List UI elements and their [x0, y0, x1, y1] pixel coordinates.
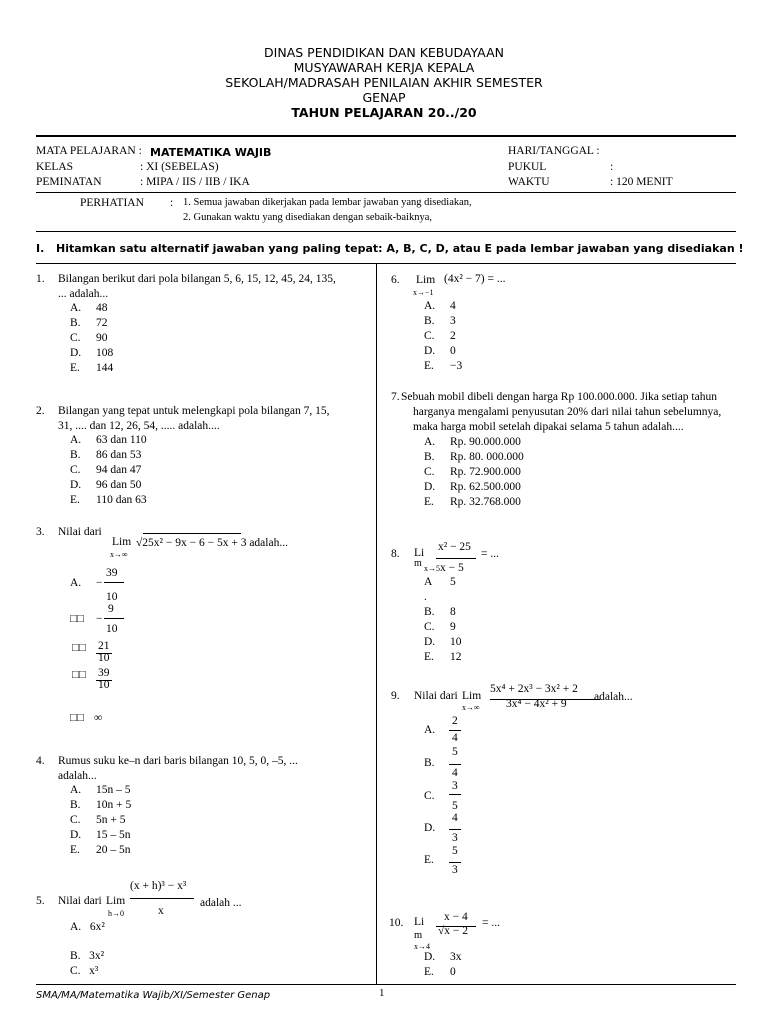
- question-5-fraction-denominator: x: [158, 905, 164, 917]
- attention-colon: :: [170, 197, 174, 209]
- header-line-2: MUSYAWARAH KERJA KEPALA: [293, 60, 475, 75]
- divider-bottom: [36, 984, 736, 985]
- question-text-line-2: adalah...: [58, 770, 97, 782]
- section-instruction: Hitamkan satu alternatif jawaban yang paling tepat: A, B, C, D, atau E pada lembar jawaban yang disediakan !: [56, 242, 744, 255]
- question-number: 7.: [391, 391, 400, 403]
- question-9-option-c-label[interactable]: C.: [424, 790, 435, 802]
- question-9-option-d-num: 4: [452, 812, 458, 824]
- question-3-option-d-num: 39: [98, 667, 110, 679]
- question-9-number: 9.: [391, 690, 400, 702]
- question-10-lim-part-1: Li: [414, 916, 425, 928]
- question-9-option-e-num: 5: [452, 845, 458, 857]
- question-8-lim-part-2: m: [414, 558, 422, 569]
- question-5-prefix: Nilai dari: [58, 895, 102, 907]
- attention-item-1: 1. Semua jawaban dikerjakan pada lembar jawaban yang disediakan,: [183, 197, 472, 208]
- question-5-option-b[interactable]: B. 3x²: [70, 950, 105, 962]
- question-8-suffix: = ...: [481, 548, 499, 560]
- question-3-option-e-label[interactable]: □□: [70, 712, 84, 724]
- question-3-number: 3.: [36, 526, 45, 538]
- question-text-line-1: Bilangan berikut dari pola bilangan 5, 6, 15, 12, 45, 24, 135,: [58, 273, 336, 285]
- major-value: : MIPA / IIS / IIB / IKA: [140, 176, 250, 188]
- option-e[interactable]: E. 144: [70, 362, 114, 374]
- question-3-option-a-den: 10: [106, 591, 118, 603]
- question-9-option-e-bar: [449, 862, 461, 863]
- option-c[interactable]: C. 90: [70, 332, 108, 344]
- question-5-option-c[interactable]: C. x³: [70, 965, 99, 977]
- question-9-option-c-bar: [449, 794, 461, 795]
- option-b[interactable]: B. 8: [424, 606, 456, 618]
- question-9-option-a-bar: [449, 730, 461, 731]
- question-number: 1.: [36, 273, 45, 285]
- option-d[interactable]: D. 96 dan 50: [70, 479, 142, 491]
- option-c[interactable]: C. Rp. 72.900.000: [424, 466, 521, 478]
- option-e[interactable]: E. 0: [424, 966, 456, 978]
- duration-value: : 120 MENIT: [610, 176, 673, 188]
- question-9-option-e-den: 3: [452, 864, 458, 876]
- question-8-fraction-bar: [436, 558, 476, 559]
- options-q4: [70, 783, 131, 858]
- day-label: HARI/TANGGAL :: [508, 145, 600, 157]
- question-9-option-d-den: 3: [452, 832, 458, 844]
- question-9-suffix: adalah...: [594, 691, 633, 703]
- question-6-expression: (4x² − 7) = ...: [444, 273, 506, 285]
- question-7: [391, 390, 761, 435]
- question-3-radical-bar: [143, 533, 241, 534]
- question-3-option-b-sign: −: [96, 613, 103, 625]
- option-c[interactable]: C. 2: [424, 330, 456, 342]
- option-e[interactable]: E. Rp. 32.768.000: [424, 496, 521, 508]
- question-9-option-b-label[interactable]: B.: [424, 757, 435, 769]
- question-5-option-a[interactable]: A. 6x²: [70, 921, 105, 933]
- header-line-5: TAHUN PELAJARAN 20../20: [291, 105, 477, 120]
- question-3-option-b-den: 10: [106, 623, 118, 635]
- question-text-line-2: 31, .... dan 12, 26, 54, ..... adalah....: [58, 420, 220, 432]
- question-text-line-2: harganya mengalami penyusutan 20% dari nilai tahun sebelumnya,: [413, 406, 722, 418]
- question-3-lim: Lim: [112, 536, 132, 548]
- time-value: :: [610, 161, 614, 173]
- question-5-lim-sub: h→0: [108, 909, 124, 918]
- option-c[interactable]: C. 9: [424, 621, 456, 633]
- option-e[interactable]: E. 12: [424, 651, 462, 663]
- option-a[interactable]: A. 4: [424, 300, 456, 312]
- question-number: 2.: [36, 405, 45, 417]
- option-a[interactable]: A. 48: [70, 302, 108, 314]
- footer-text: SMA/MA/Matematika Wajib/XI/Semester Genap: [36, 990, 271, 1001]
- options-q7: [424, 435, 524, 510]
- question-3-option-d-den: 10: [98, 679, 110, 691]
- divider-section: [36, 263, 736, 264]
- option-d[interactable]: D. 15 – 5n: [70, 829, 131, 841]
- question-text-line-1: Bilangan yang tepat untuk melengkapi pola bilangan 7, 15,: [58, 405, 330, 417]
- header-line-3: SEKOLAH/MADRASAH PENILAIAN AKHIR SEMESTER: [225, 75, 543, 90]
- question-2: [36, 404, 366, 434]
- duration-label: WAKTU: [508, 176, 550, 188]
- question-3-option-e-value: ∞: [94, 712, 103, 724]
- question-5-suffix: adalah ...: [200, 897, 242, 909]
- question-8-fraction-numerator: x² − 25: [438, 541, 471, 553]
- question-9-option-d-bar: [449, 829, 461, 830]
- question-9-option-c-num: 3: [452, 780, 458, 792]
- question-3-option-b-bar: [104, 618, 124, 619]
- page-number: 1: [379, 987, 385, 999]
- question-10-lim-part-2: m: [414, 930, 423, 941]
- subject-value: MATEMATIKA WAJIB: [150, 146, 272, 159]
- class-label: KELAS: [36, 161, 74, 173]
- option-b[interactable]: B. 3: [424, 315, 456, 327]
- question-3-option-b-num: 9: [108, 603, 114, 615]
- option-a[interactable]: A 5: [424, 576, 456, 588]
- question-text-line-2: ... adalah...: [58, 288, 109, 300]
- option-c[interactable]: C. 5n + 5: [70, 814, 126, 826]
- option-a[interactable]: A. Rp. 90.000.000: [424, 436, 521, 448]
- option-c[interactable]: C. 94 dan 47: [70, 464, 142, 476]
- divider-attention: [36, 231, 736, 232]
- question-8-lim-sub: x→5: [424, 564, 440, 573]
- option-d[interactable]: D. 0: [424, 345, 456, 357]
- options-q1: [70, 301, 113, 376]
- question-3-expression: √25x² − 9x − 6 − 5x + 3 adalah...: [136, 537, 288, 549]
- option-dot: .: [424, 591, 427, 603]
- question-9-option-c-den: 5: [452, 800, 458, 812]
- option-d[interactable]: D. 10: [424, 636, 462, 648]
- question-9-lim: Lim: [462, 690, 482, 702]
- question-9-fraction-denominator: 3x⁴ − 4x² + 9: [506, 698, 567, 710]
- option-a[interactable]: A. 15n – 5: [70, 784, 131, 796]
- question-9-option-a-den: 4: [452, 732, 458, 744]
- question-9-option-b-num: 5: [452, 746, 458, 758]
- question-5-lim: Lim: [106, 895, 126, 907]
- question-5-fraction-bar: [130, 898, 194, 899]
- divider-info: [36, 192, 736, 193]
- question-3-option-a-num: 39: [106, 567, 118, 579]
- exam-header: [0, 45, 768, 120]
- option-e[interactable]: E. 20 – 5n: [70, 844, 131, 856]
- question-3-prefix: Nilai dari: [58, 526, 102, 538]
- subject-label: MATA PELAJARAN :: [36, 145, 142, 157]
- question-3-option-a-sign: −: [96, 577, 103, 589]
- question-number: 4.: [36, 755, 45, 767]
- question-10-suffix: = ...: [482, 917, 500, 929]
- header-line-1: DINAS PENDIDIKAN DAN KEBUDAYAAN: [264, 45, 504, 60]
- option-d[interactable]: D. Rp. 62.500.000: [424, 481, 521, 493]
- question-9-option-e-label[interactable]: E.: [424, 854, 434, 866]
- question-10-lim-sub: x→4: [414, 942, 430, 951]
- question-3-option-c-den: 10: [98, 652, 110, 664]
- question-8-number: 8.: [391, 548, 400, 560]
- question-8-lim-part-1: Li: [414, 547, 425, 559]
- question-3-option-c-label[interactable]: □□: [72, 642, 86, 654]
- option-d[interactable]: D. 108: [70, 347, 114, 359]
- question-9-prefix: Nilai dari: [414, 690, 458, 702]
- question-10-fraction-denominator: √x − 2: [438, 925, 469, 937]
- option-e[interactable]: E. −3: [424, 360, 463, 372]
- option-d[interactable]: D. 3x: [424, 951, 462, 963]
- attention-label: PERHATIAN: [80, 197, 144, 209]
- question-10-number: 10.: [389, 917, 404, 929]
- question-3-option-b-label[interactable]: □□: [70, 613, 84, 625]
- options-q8: [424, 575, 462, 665]
- section-number: I.: [36, 242, 45, 255]
- question-8-fraction-denominator: x − 5: [440, 562, 464, 574]
- major-label: PEMINATAN: [36, 176, 102, 188]
- question-3-lim-sub: x→∞: [110, 550, 128, 559]
- option-e[interactable]: E. 110 dan 63: [70, 494, 147, 506]
- divider-top: [36, 135, 736, 137]
- question-text-line-3: maka harga mobil setelah dipakai selama 5 tahun adalah....: [413, 421, 684, 433]
- question-9-lim-sub: x→∞: [462, 703, 480, 712]
- option-b[interactable]: B. 10n + 5: [70, 799, 132, 811]
- question-1: [36, 272, 366, 302]
- question-9-option-d-label[interactable]: D.: [424, 822, 436, 834]
- question-9-option-b-bar: [449, 764, 461, 765]
- header-line-4: GENAP: [362, 90, 406, 105]
- question-3-option-a-bar: [104, 582, 124, 583]
- option-b[interactable]: B. 86 dan 53: [70, 449, 142, 461]
- question-3-option-c-num: 21: [98, 640, 110, 652]
- question-9-option-a-num: 2: [452, 715, 458, 727]
- attention-item-2: 2. Gunakan waktu yang disediakan dengan sebaik-baiknya,: [183, 212, 433, 223]
- question-5-fraction-numerator: (x + h)³ − x³: [130, 880, 187, 892]
- question-10-fraction-numerator: x − 4: [444, 911, 468, 923]
- question-text-line-1: Sebuah mobil dibeli dengan harga Rp 100.000.000. Jika setiap tahun: [401, 391, 717, 403]
- column-divider: [376, 263, 377, 985]
- options-q2: [70, 433, 147, 508]
- question-6-lim-sub: x→−1: [413, 288, 434, 297]
- question-9-option-b-den: 4: [452, 767, 458, 779]
- option-b[interactable]: B. Rp. 80. 000.000: [424, 451, 524, 463]
- options-q6: [424, 299, 462, 374]
- question-3-option-d-label[interactable]: □□: [72, 669, 86, 681]
- time-label: PUKUL: [508, 161, 547, 173]
- class-value: : XI (SEBELAS): [140, 161, 219, 173]
- question-9-fraction-numerator: 5x⁴ + 2x³ − 3x² + 2: [490, 683, 578, 695]
- question-3-option-a-label[interactable]: A.: [70, 577, 82, 589]
- options-q10: [424, 950, 462, 980]
- question-6-lim: Lim: [416, 274, 436, 286]
- option-a[interactable]: A. 63 dan 110: [70, 434, 147, 446]
- question-4: [36, 754, 366, 784]
- option-b[interactable]: B. 72: [70, 317, 108, 329]
- question-5-number: 5.: [36, 895, 45, 907]
- question-6-number: 6.: [391, 274, 400, 286]
- question-9-option-a-label[interactable]: A.: [424, 724, 436, 736]
- question-text-line-1: Rumus suku ke–n dari baris bilangan 10, 5, 0, –5, ...: [58, 755, 298, 767]
